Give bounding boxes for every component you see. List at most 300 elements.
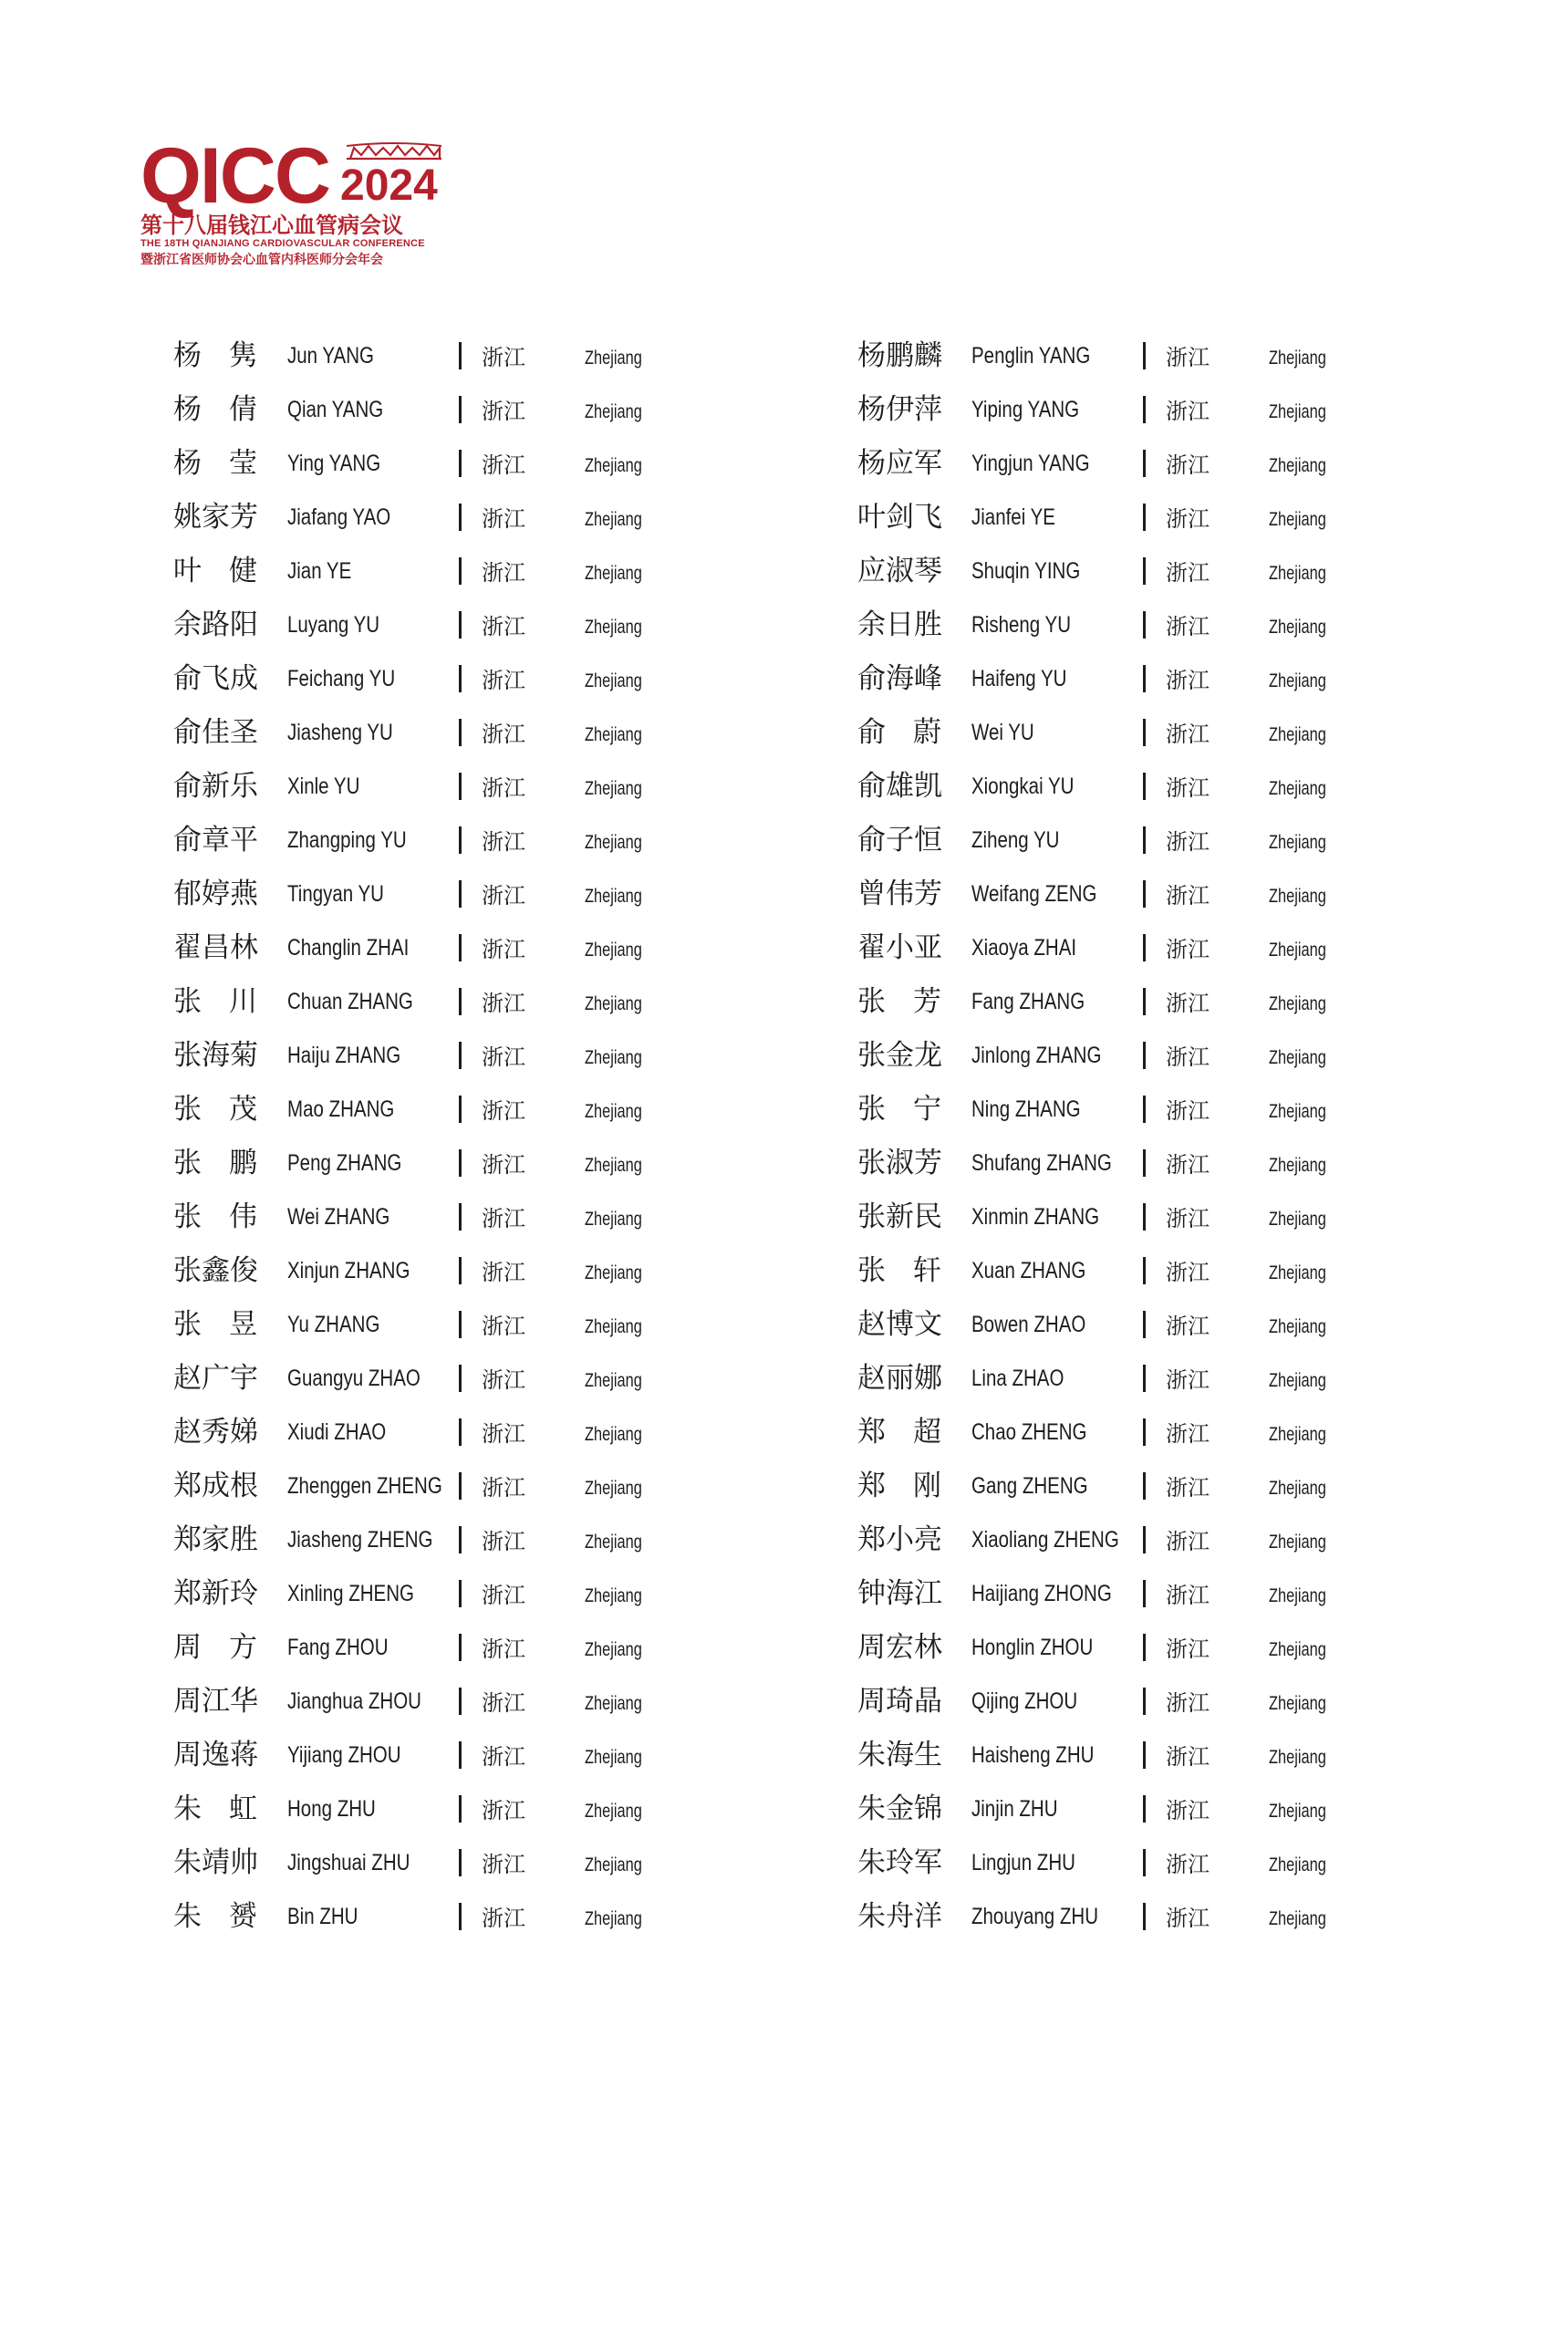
name-en: Yijiang ZHOU [287, 1742, 401, 1768]
province-en: Zhejiang [585, 886, 642, 907]
name-en: Ning ZHANG [971, 1096, 1081, 1122]
separator-bar [1143, 1741, 1146, 1769]
name-en: Xinmin ZHANG [971, 1204, 1100, 1230]
province-cn: 浙江 [1166, 1044, 1210, 1070]
name-en: Tingyan YU [287, 881, 384, 907]
separator-bar [1143, 1634, 1146, 1661]
separator-bar [459, 504, 462, 531]
province-cn: 浙江 [482, 937, 525, 962]
name-cn: 张 伟 [173, 1200, 257, 1233]
list-item [857, 1406, 1514, 1460]
list-item [173, 1675, 830, 1729]
name-cn: 郑小亮 [857, 1523, 942, 1556]
list-item [857, 1782, 1514, 1836]
province-en: Zhejiang [1269, 401, 1326, 422]
name-cn: 俞佳圣 [173, 716, 258, 749]
name-en: Penglin YANG [971, 343, 1091, 369]
name-cn: 翟小亚 [857, 931, 942, 964]
name-en: Xiudi ZHAO [287, 1419, 387, 1445]
list-item [857, 1298, 1514, 1352]
province-cn: 浙江 [482, 991, 525, 1016]
list-item [857, 1083, 1514, 1137]
province-en: Zhejiang [1269, 1639, 1326, 1660]
province-en: Zhejiang [1269, 617, 1326, 638]
list-item [173, 1836, 830, 1890]
list-item [173, 1029, 830, 1083]
province-cn: 浙江 [482, 829, 525, 855]
province-cn: 浙江 [482, 1098, 525, 1124]
province-en: Zhejiang [585, 1693, 642, 1714]
province-cn: 浙江 [482, 1690, 525, 1716]
separator-bar [1143, 450, 1146, 477]
list-item [173, 814, 830, 867]
separator-bar [459, 1688, 462, 1715]
name-cn: 俞 蔚 [857, 716, 941, 749]
list-item [173, 1083, 830, 1137]
list-item [173, 1298, 830, 1352]
logo-title-cn: 第十八届钱江心血管病会议 [140, 213, 403, 238]
separator-bar [459, 1849, 462, 1876]
separator-bar [1143, 826, 1146, 854]
separator-bar [459, 1580, 462, 1607]
name-cn: 应淑琴 [857, 555, 942, 587]
name-cn: 张新民 [857, 1200, 942, 1233]
name-cn: 周江华 [173, 1685, 258, 1718]
separator-bar [459, 1311, 462, 1338]
list-item [173, 1890, 830, 1944]
province-en: Zhejiang [585, 1801, 642, 1822]
province-en: Zhejiang [1269, 1101, 1326, 1122]
list-item [173, 1352, 830, 1406]
province-en: Zhejiang [1269, 1370, 1326, 1391]
list-item [857, 760, 1514, 814]
list-item [857, 1567, 1514, 1621]
name-en: Fang ZHANG [971, 989, 1085, 1014]
list-item [173, 437, 830, 491]
province-en: Zhejiang [1269, 455, 1326, 476]
list-item [857, 1029, 1514, 1083]
province-cn: 浙江 [482, 506, 525, 532]
name-cn: 俞章平 [173, 824, 258, 857]
separator-bar [459, 826, 462, 854]
name-en: Haifeng YU [971, 666, 1067, 691]
name-en: Jiafang YAO [287, 504, 391, 530]
name-cn: 赵秀娣 [173, 1416, 258, 1449]
province-cn: 浙江 [482, 668, 525, 693]
name-cn: 张金龙 [857, 1039, 942, 1072]
list-item [857, 545, 1514, 598]
name-cn: 朱玲军 [857, 1846, 942, 1879]
list-item [857, 706, 1514, 760]
province-cn: 浙江 [1166, 1367, 1210, 1393]
name-cn: 朱海生 [857, 1739, 942, 1771]
province-cn: 浙江 [482, 452, 525, 478]
name-cn: 周逸蒋 [173, 1739, 258, 1771]
province-cn: 浙江 [482, 1636, 525, 1662]
province-cn: 浙江 [482, 614, 525, 639]
province-cn: 浙江 [1166, 614, 1210, 639]
province-cn: 浙江 [1166, 1314, 1210, 1339]
province-cn: 浙江 [482, 722, 525, 747]
name-en: Jian YE [287, 558, 352, 584]
list-item [173, 491, 830, 545]
separator-bar [1143, 1311, 1146, 1338]
logo-title-en: THE 18TH QIANJIANG CARDIOVASCULAR CONFERENCE [140, 238, 425, 249]
province-cn: 浙江 [1166, 1260, 1210, 1285]
province-cn: 浙江 [1166, 991, 1210, 1016]
name-en: Wei YU [971, 720, 1034, 745]
list-item [857, 975, 1514, 1029]
name-cn: 余路阳 [173, 608, 258, 641]
list-item [857, 1729, 1514, 1782]
name-cn: 张 川 [173, 985, 257, 1018]
name-en: Jun YANG [287, 343, 374, 369]
province-en: Zhejiang [1269, 1801, 1326, 1822]
separator-bar [1143, 1203, 1146, 1231]
list-item [173, 383, 830, 437]
separator-bar [459, 396, 462, 423]
province-cn: 浙江 [1166, 1583, 1210, 1608]
name-en: Lingjun ZHU [971, 1850, 1075, 1875]
conference-logo [140, 132, 446, 274]
province-en: Zhejiang [585, 1209, 642, 1230]
name-en: Xinle YU [287, 774, 360, 799]
name-en: Bin ZHU [287, 1904, 358, 1929]
list-item [857, 1675, 1514, 1729]
name-cn: 张 轩 [857, 1254, 941, 1287]
separator-bar [459, 1526, 462, 1553]
list-item [857, 921, 1514, 975]
province-en: Zhejiang [1269, 1047, 1326, 1068]
province-en: Zhejiang [1269, 1262, 1326, 1283]
province-en: Zhejiang [585, 1370, 642, 1391]
province-en: Zhejiang [585, 724, 642, 745]
separator-bar [459, 880, 462, 908]
separator-bar [1143, 396, 1146, 423]
name-cn: 张海菊 [173, 1039, 258, 1072]
name-cn: 钟海江 [857, 1577, 942, 1610]
list-item [857, 1352, 1514, 1406]
list-item [857, 652, 1514, 706]
name-en: Qijing ZHOU [971, 1688, 1078, 1714]
name-en: Yiping YANG [971, 397, 1080, 422]
province-en: Zhejiang [1269, 1532, 1326, 1553]
list-item [857, 1621, 1514, 1675]
separator-bar [1143, 1149, 1146, 1177]
province-en: Zhejiang [585, 1639, 642, 1660]
province-en: Zhejiang [1269, 1478, 1326, 1499]
separator-bar [1143, 342, 1146, 369]
separator-bar [459, 1472, 462, 1500]
list-item [173, 329, 830, 383]
list-item [173, 1729, 830, 1782]
list-item [173, 867, 830, 921]
list-item [857, 1836, 1514, 1890]
separator-bar [1143, 611, 1146, 639]
name-en: Guangyu ZHAO [287, 1366, 421, 1391]
province-en: Zhejiang [585, 778, 642, 799]
name-en: Risheng YU [971, 612, 1072, 638]
separator-bar [1143, 504, 1146, 531]
province-en: Zhejiang [585, 1532, 642, 1553]
name-en: Jianfei YE [971, 504, 1055, 530]
name-cn: 俞飞成 [173, 662, 258, 695]
province-cn: 浙江 [1166, 452, 1210, 478]
province-en: Zhejiang [1269, 1155, 1326, 1176]
name-en: Xinjun ZHANG [287, 1258, 410, 1283]
name-cn: 姚家芳 [173, 501, 258, 534]
separator-bar [459, 1042, 462, 1069]
province-cn: 浙江 [482, 775, 525, 801]
name-cn: 张 鹏 [173, 1147, 257, 1179]
name-en: Hong ZHU [287, 1796, 376, 1822]
province-en: Zhejiang [1269, 1908, 1326, 1929]
list-item [173, 1406, 830, 1460]
province-cn: 浙江 [1166, 829, 1210, 855]
province-cn: 浙江 [482, 1475, 525, 1501]
province-en: Zhejiang [1269, 832, 1326, 853]
separator-bar [1143, 1472, 1146, 1500]
name-en: Zhouyang ZHU [971, 1904, 1099, 1929]
list-item [857, 1137, 1514, 1190]
name-cn: 张 芳 [857, 985, 941, 1018]
crown-icon [345, 142, 443, 161]
separator-bar [1143, 1365, 1146, 1392]
province-en: Zhejiang [1269, 1693, 1326, 1714]
province-en: Zhejiang [585, 940, 642, 961]
name-cn: 杨鹏麟 [857, 339, 942, 372]
list-item [857, 383, 1514, 437]
name-en: Xinling ZHENG [287, 1581, 414, 1606]
province-cn: 浙江 [1166, 1798, 1210, 1823]
province-cn: 浙江 [1166, 1690, 1210, 1716]
list-item [173, 1244, 830, 1298]
separator-bar [1143, 1042, 1146, 1069]
name-cn: 曾伟芳 [857, 878, 942, 910]
province-cn: 浙江 [1166, 1906, 1210, 1931]
name-en: Changlin ZHAI [287, 935, 410, 961]
province-en: Zhejiang [1269, 993, 1326, 1014]
name-en: Mao ZHANG [287, 1096, 395, 1122]
name-en: Haisheng ZHU [971, 1742, 1095, 1768]
name-cn: 余日胜 [857, 608, 942, 641]
list-item [173, 921, 830, 975]
province-cn: 浙江 [482, 1852, 525, 1877]
separator-bar [1143, 1849, 1146, 1876]
name-en: Gang ZHENG [971, 1473, 1088, 1499]
name-list-left [173, 329, 830, 1944]
name-cn: 杨 莹 [173, 447, 257, 480]
name-cn: 郑新玲 [173, 1577, 258, 1610]
province-en: Zhejiang [585, 1747, 642, 1768]
separator-bar [459, 1257, 462, 1284]
separator-bar [1143, 1418, 1146, 1446]
name-cn: 郑成根 [173, 1470, 258, 1502]
name-en: Weifang ZENG [971, 881, 1097, 907]
province-cn: 浙江 [1166, 1852, 1210, 1877]
name-cn: 张鑫俊 [173, 1254, 258, 1287]
province-en: Zhejiang [1269, 1424, 1326, 1445]
province-cn: 浙江 [482, 1529, 525, 1554]
separator-bar [459, 1634, 462, 1661]
name-cn: 叶 健 [173, 555, 257, 587]
province-cn: 浙江 [1166, 1152, 1210, 1178]
name-cn: 杨应军 [857, 447, 942, 480]
name-en: Yu ZHANG [287, 1312, 380, 1337]
separator-bar [459, 1418, 462, 1446]
list-item [857, 867, 1514, 921]
separator-bar [459, 1795, 462, 1823]
province-en: Zhejiang [585, 1155, 642, 1176]
province-cn: 浙江 [1166, 506, 1210, 532]
name-en: Shuqin YING [971, 558, 1081, 584]
province-en: Zhejiang [585, 1908, 642, 1929]
name-en: Fang ZHOU [287, 1635, 389, 1660]
name-cn: 朱 虹 [173, 1792, 257, 1825]
province-cn: 浙江 [482, 1152, 525, 1178]
separator-bar [459, 1365, 462, 1392]
list-item [857, 329, 1514, 383]
province-en: Zhejiang [1269, 724, 1326, 745]
name-cn: 张淑芳 [857, 1147, 942, 1179]
separator-bar [1143, 1257, 1146, 1284]
name-cn: 赵广宇 [173, 1362, 258, 1395]
province-en: Zhejiang [585, 832, 642, 853]
name-cn: 张 茂 [173, 1093, 257, 1126]
province-en: Zhejiang [585, 563, 642, 584]
province-cn: 浙江 [482, 345, 525, 370]
separator-bar [1143, 1688, 1146, 1715]
list-item [173, 1460, 830, 1513]
name-en: Shufang ZHANG [971, 1150, 1112, 1176]
province-en: Zhejiang [1269, 940, 1326, 961]
list-item [857, 1190, 1514, 1244]
name-cn: 俞雄凯 [857, 770, 942, 803]
list-item [857, 1460, 1514, 1513]
name-cn: 叶剑飞 [857, 501, 942, 534]
name-cn: 郑 超 [857, 1416, 941, 1449]
separator-bar [459, 988, 462, 1015]
province-en: Zhejiang [1269, 1316, 1326, 1337]
name-en: Feichang YU [287, 666, 396, 691]
logo-wordmark: QICC [140, 132, 329, 220]
province-cn: 浙江 [482, 1744, 525, 1770]
separator-bar [1143, 880, 1146, 908]
province-en: Zhejiang [585, 1101, 642, 1122]
province-cn: 浙江 [1166, 399, 1210, 424]
separator-bar [459, 773, 462, 800]
name-en: Ying YANG [287, 451, 381, 476]
separator-bar [459, 1203, 462, 1231]
name-en: Jiasheng YU [287, 720, 393, 745]
name-cn: 俞子恒 [857, 824, 942, 857]
name-cn: 朱 赟 [173, 1900, 257, 1933]
name-en: Zhangping YU [287, 827, 407, 853]
name-en: Chuan ZHANG [287, 989, 413, 1014]
province-en: Zhejiang [1269, 1747, 1326, 1768]
name-cn: 俞新乐 [173, 770, 258, 803]
separator-bar [1143, 1580, 1146, 1607]
name-cn: 杨 倩 [173, 393, 257, 426]
province-en: Zhejiang [585, 617, 642, 638]
name-cn: 赵博文 [857, 1308, 942, 1341]
separator-bar [1143, 1903, 1146, 1930]
province-en: Zhejiang [585, 1585, 642, 1606]
name-cn: 俞海峰 [857, 662, 942, 695]
province-en: Zhejiang [1269, 563, 1326, 584]
separator-bar [459, 450, 462, 477]
province-cn: 浙江 [1166, 1421, 1210, 1447]
list-item [857, 598, 1514, 652]
province-cn: 浙江 [482, 883, 525, 909]
list-item [173, 652, 830, 706]
list-item [857, 1890, 1514, 1944]
separator-bar [459, 1096, 462, 1123]
name-en: Ziheng YU [971, 827, 1060, 853]
province-cn: 浙江 [1166, 345, 1210, 370]
separator-bar [1143, 1096, 1146, 1123]
province-en: Zhejiang [585, 348, 642, 369]
separator-bar [459, 342, 462, 369]
province-cn: 浙江 [1166, 560, 1210, 586]
name-en: Jinjin ZHU [971, 1796, 1058, 1822]
logo-year: 2024 [340, 161, 438, 210]
province-en: Zhejiang [585, 1316, 642, 1337]
province-cn: 浙江 [482, 560, 525, 586]
name-cn: 郁婷燕 [173, 878, 258, 910]
separator-bar [459, 719, 462, 746]
name-en: Peng ZHANG [287, 1150, 402, 1176]
province-en: Zhejiang [585, 1424, 642, 1445]
list-item [857, 491, 1514, 545]
province-en: Zhejiang [1269, 348, 1326, 369]
province-en: Zhejiang [585, 1478, 642, 1499]
name-cn: 朱金锦 [857, 1792, 942, 1825]
province-cn: 浙江 [1166, 1744, 1210, 1770]
logo-subtitle-cn: 暨浙江省医师协会心血管内科医师分会年会 [140, 253, 383, 267]
name-en: Yingjun YANG [971, 451, 1090, 476]
list-item [173, 1190, 830, 1244]
name-cn: 周 方 [173, 1631, 257, 1664]
name-en: Jiasheng ZHENG [287, 1527, 433, 1553]
name-en: Xiongkai YU [971, 774, 1075, 799]
name-en: Jingshuai ZHU [287, 1850, 410, 1875]
name-cn: 周宏林 [857, 1631, 942, 1664]
province-en: Zhejiang [585, 670, 642, 691]
list-item [857, 814, 1514, 867]
list-item [173, 706, 830, 760]
separator-bar [1143, 665, 1146, 692]
province-cn: 浙江 [1166, 937, 1210, 962]
list-item [173, 975, 830, 1029]
separator-bar [1143, 934, 1146, 961]
name-en: Honglin ZHOU [971, 1635, 1094, 1660]
separator-bar [459, 934, 462, 961]
name-en: Xiaoliang ZHENG [971, 1527, 1119, 1553]
list-item [173, 1137, 830, 1190]
province-cn: 浙江 [1166, 722, 1210, 747]
province-cn: 浙江 [482, 1367, 525, 1393]
list-item [857, 1244, 1514, 1298]
province-en: Zhejiang [585, 1047, 642, 1068]
province-en: Zhejiang [1269, 778, 1326, 799]
province-cn: 浙江 [482, 399, 525, 424]
separator-bar [1143, 1795, 1146, 1823]
list-item [173, 1621, 830, 1675]
name-en: Chao ZHENG [971, 1419, 1087, 1445]
list-item [173, 1782, 830, 1836]
name-en: Haiju ZHANG [287, 1043, 401, 1068]
